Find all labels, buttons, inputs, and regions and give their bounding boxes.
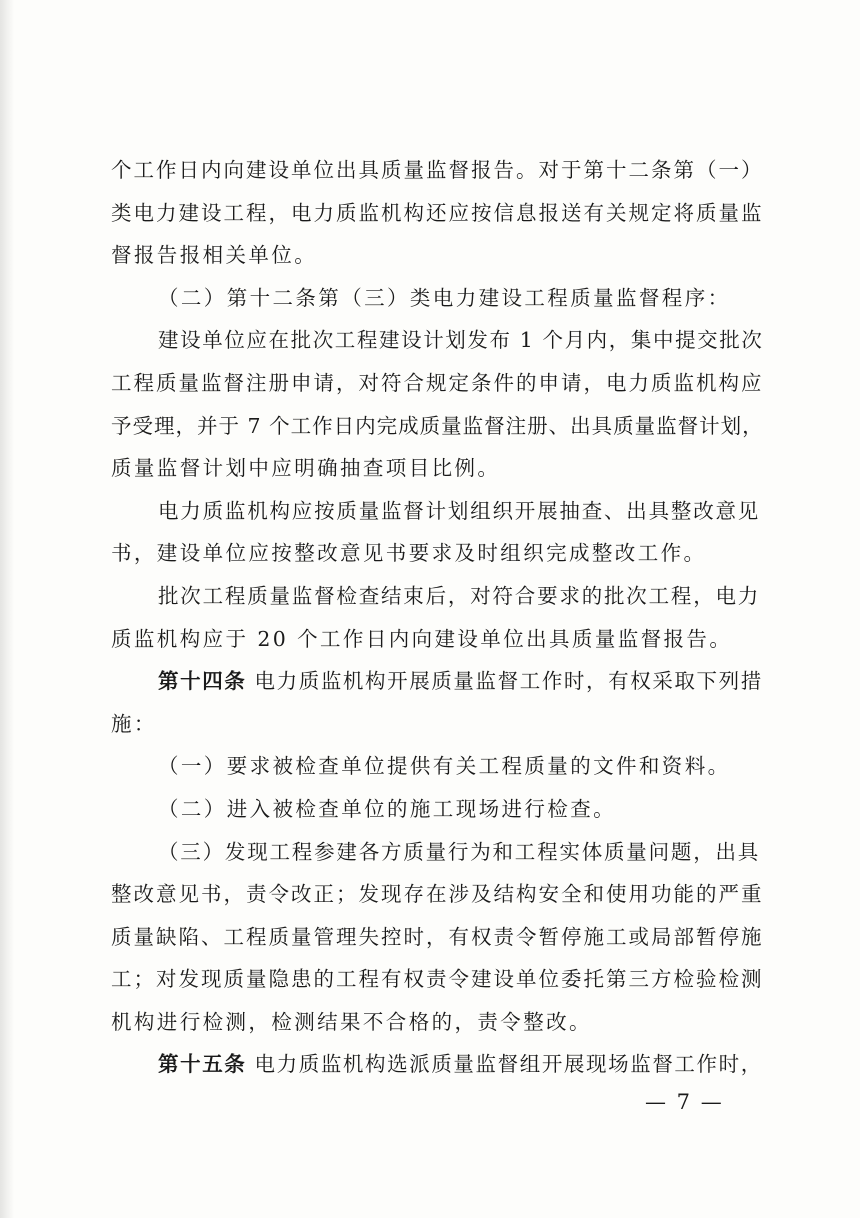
- page-number: — 7 —: [645, 1090, 724, 1114]
- line-text: 类电力建设工程，电力质监机构还应按信息报送有关规定将质量监: [111, 200, 764, 225]
- line-text: 质量缺陷、工程质量管理失控时，有权责令暂停施工或局部暂停施: [111, 924, 764, 949]
- line-text: 工；对发现质量隐患的工程有权责令建设单位委托第三方检验检测: [111, 967, 764, 992]
- text-line: [111, 405, 763, 448]
- text-line: [111, 703, 763, 746]
- article-heading: 第十五条: [158, 1052, 247, 1077]
- text-line: [111, 192, 763, 235]
- text-line: [111, 660, 763, 703]
- line-text: 质监机构应于 20 个工作日内向建设单位出具质量监督报告。: [111, 626, 733, 651]
- text-line: [111, 575, 763, 618]
- text-line: [111, 277, 763, 320]
- text-line: [111, 831, 763, 874]
- text-line: [111, 490, 763, 533]
- article-heading: 第十四条: [158, 669, 247, 694]
- line-text: 整改意见书，责令改正；发现存在涉及结构安全和使用功能的严重: [111, 882, 764, 907]
- line-text: 机构进行检测，检测结果不合格的，责令整改。: [111, 1009, 592, 1034]
- line-text: （二）进入被检查单位的施工现场进行检查。: [158, 796, 616, 821]
- line-text: 建设单位应在批次工程建设计划发布 1 个月内，集中提交批次: [158, 328, 764, 353]
- line-text: 个工作日内向建设单位出具质量监督报告。对于第十二条第（一）: [111, 158, 764, 182]
- text-line: [111, 149, 763, 192]
- line-text: 电力质监机构开展质量监督工作时，有权采取下列措: [246, 669, 763, 694]
- text-line: [111, 362, 763, 405]
- text-line: [111, 958, 763, 1001]
- text-line: [111, 873, 763, 916]
- line-text: 予受理，并于 7 个工作日内完成质量监督注册、出具质量监督计划，: [111, 413, 764, 438]
- line-text: 质量监督计划中应明确抽查项目比例。: [111, 456, 501, 481]
- text-line: [111, 788, 763, 831]
- line-text: 施：: [111, 711, 157, 736]
- line-text: （二）第十二条第（三）类电力建设工程质量监督程序：: [158, 285, 731, 310]
- text-line: [111, 532, 763, 575]
- text-line: [111, 916, 763, 959]
- line-text: （三）发现工程参建各方质量行为和工程实体质量问题，出具: [158, 839, 761, 864]
- text-line: [111, 447, 763, 490]
- document-body: [111, 149, 763, 1086]
- text-line: [111, 234, 763, 277]
- line-text: 电力质监机构选派质量监督组开展现场监督工作时，: [246, 1052, 763, 1077]
- line-text: 批次工程质量监督检查结束后，对符合要求的批次工程，电力: [158, 583, 761, 608]
- text-line: [111, 319, 763, 362]
- text-line: [111, 618, 763, 661]
- line-text: 电力质监机构应按质量监督计划组织开展抽查、出具整改意见: [158, 498, 761, 523]
- text-line: [111, 745, 763, 788]
- scan-edge-shadow: [0, 0, 14, 1218]
- line-text: 工程质量监督注册申请，对符合规定条件的申请，电力质监机构应: [111, 370, 764, 395]
- line-text: （一）要求被检查单位提供有关工程质量的文件和资料。: [158, 754, 731, 779]
- line-text: 督报告报相关单位。: [111, 243, 318, 268]
- text-line: [111, 1001, 763, 1044]
- line-text: 书，建设单位应按整改意见书要求及时组织完成整改工作。: [111, 541, 707, 566]
- text-line: [111, 1043, 763, 1086]
